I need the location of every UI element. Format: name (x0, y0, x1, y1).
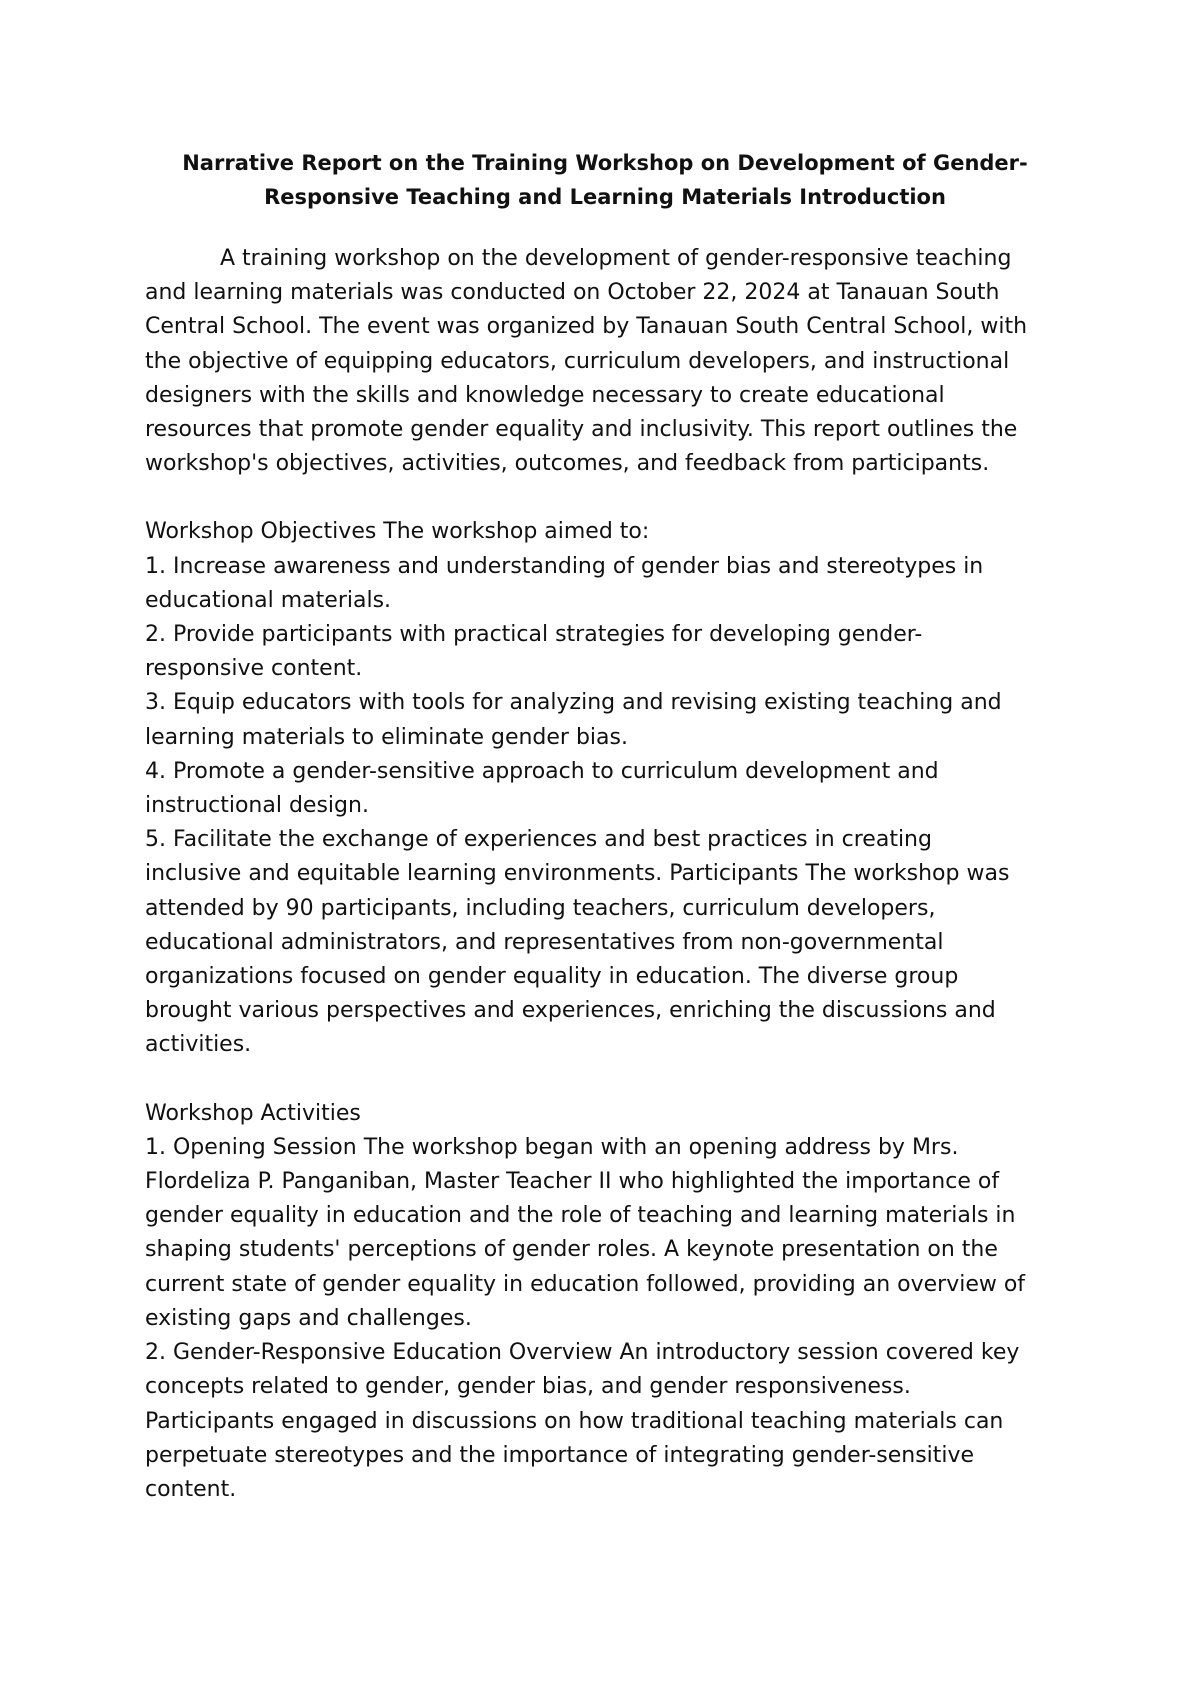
objectives-heading: Workshop Objectives The workshop aimed to: (145, 519, 650, 545)
text-line: instructional design. (145, 793, 369, 819)
paragraph-gap (145, 1063, 1065, 1097)
objectives-section (145, 515, 1065, 1062)
text-line: brought various perspectives and experiences, enriching the discussions and (145, 998, 996, 1024)
text-line: educational materials. (145, 587, 392, 613)
report-title (145, 146, 1065, 214)
text-line: organizations focused on gender equality in education. The diverse group (145, 964, 959, 990)
document-body (145, 146, 1065, 1507)
text-line: activities. (145, 1032, 252, 1058)
report-title-line: Responsive Teaching and Learning Materials Introduction (264, 185, 946, 209)
text-line: and learning materials was conducted on October 22, 2024 at Tanauan South (145, 280, 1000, 306)
text-line: 5. Facilitate the exchange of experiences and best practices in creating (145, 827, 932, 853)
text-line: Participants engaged in discussions on how traditional teaching materials can (145, 1408, 1004, 1434)
text-line: Central School. The event was organized by Tanauan South Central School, with (145, 314, 1028, 340)
text-line: gender equality in education and the role of teaching and learning materials in (145, 1203, 1016, 1229)
text-line: responsive content. (145, 656, 363, 682)
text-line: concepts related to gender, gender bias, and gender responsiveness. (145, 1374, 911, 1400)
text-line: learning materials to eliminate gender bias. (145, 724, 628, 750)
text-line: the objective of equipping educators, curriculum developers, and instructional (145, 348, 1010, 374)
report-title-line: Narrative Report on the Training Workshop on Development of Gender- (182, 151, 1028, 175)
text-line: shaping students' perceptions of gender roles. A keynote presentation on the (145, 1237, 998, 1263)
intro-paragraph (145, 242, 1065, 481)
text-line: 1. Increase awareness and understanding of gender bias and stereotypes in (145, 553, 984, 579)
text-line: 2. Gender-Responsive Education Overview An introductory session covered key (145, 1340, 1020, 1366)
text-line: perpetuate stereotypes and the importance of integrating gender-sensitive (145, 1442, 975, 1468)
paragraph-gap (145, 481, 1065, 515)
text-line: resources that promote gender equality and inclusivity. This report outlines the (145, 417, 1018, 443)
text-line: current state of gender equality in education followed, providing an overview of (145, 1271, 1026, 1297)
text-line: Flordeliza P. Panganiban, Master Teacher II who highlighted the importance of (145, 1169, 1000, 1195)
text-line: 3. Equip educators with tools for analyzing and revising existing teaching and (145, 690, 1002, 716)
text-line: A training workshop on the development of gender-responsive teaching (220, 246, 1012, 271)
text-line: content. (145, 1476, 237, 1502)
text-line: 2. Provide participants with practical strategies for developing gender- (145, 622, 923, 648)
text-line: attended by 90 participants, including teachers, curriculum developers, (145, 895, 936, 921)
text-line: workshop's objectives, activities, outcomes, and feedback from participants. (145, 451, 990, 477)
text-line: educational administrators, and representatives from non-governmental (145, 929, 944, 955)
text-line: 4. Promote a gender-sensitive approach to curriculum development and (145, 758, 939, 784)
text-line: designers with the skills and knowledge necessary to create educational (145, 382, 945, 408)
text-line: existing gaps and challenges. (145, 1305, 472, 1331)
activities-section (145, 1097, 1065, 1507)
text-line: inclusive and equitable learning environments. Participants The workshop was (145, 861, 1010, 887)
text-line: 1. Opening Session The workshop began with an opening address by Mrs. (145, 1134, 959, 1160)
activities-heading: Workshop Activities (145, 1100, 361, 1126)
